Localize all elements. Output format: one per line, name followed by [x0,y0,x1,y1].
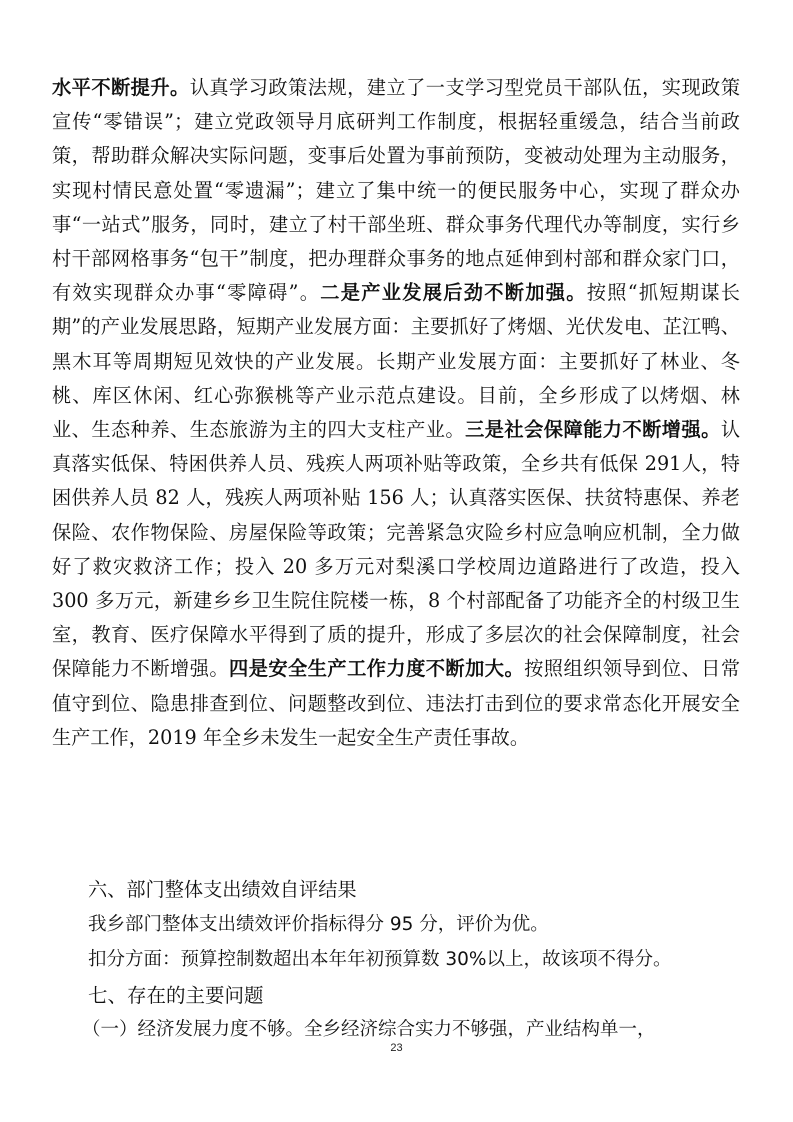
bold-lead-4: 四是安全生产工作力度不断加大。 [229,657,525,681]
bold-lead-2: 二是产业发展后劲不断加强。 [320,281,587,305]
section-6-heading: 六、部门整体支出绩效自评结果 [88,878,357,901]
section-7-heading: 七、存在的主要问题 [88,984,264,1007]
sentence-2: 按照“抓短期谋长期”的产业发展思路，短期产业发展方面：主要抓好了烤烟、光伏发电、芷江鸭、黑木耳等周期短见效快的产业发展。长期产业发展方面：主要抓好了林业、冬桃、库区休闲、红心弥猴桃等产业示范点建设。目前，全乡形成了以烤烟、林业、生态种养、生态旅游为主的四大支柱产业。 [52,281,740,442]
page-number: 23 [390,1042,403,1054]
sentence-4: 按照组织领导到位、日常值守到位、隐患排查到位、问题整改到位、违法打击到位的要求常态化开展安全生产工作，2019 年全乡未发生一起安全生产责任事故。 [52,657,741,749]
bold-lead-3: 三是社会保障能力不断增强。 [465,418,721,442]
section-6-deduction-line: 扣分方面：预算控制数超出本年年初预算数 30%以上，故该项不得分。 [88,949,672,970]
section-6-score-line: 我乡部门整体支出绩效评价指标得分 95 分，评价为优。 [88,914,549,935]
sentence-1: 认真学习政策法规，建立了一支学习型党员干部队伍，实现政策宣传“零错误”；建立党政领导月底研判工作制度，根据轻重缓急，结合当前政策，帮助群众解决实际问题，变事后处置为事前预防，变被动处理为主动服务，实现村情民意处置“零遗漏”；建立了集中统一的便民服务中心，实现了群众办事“一站式”服务，同时，建立了村干部坐班、群众事务代理代办等制度，实行乡村干部网格事务“包干”制度，把办理群众事务的地点延伸到村部和群众家门口，有效实现群众办事“零障碍”。 [52,76,741,305]
sentence-3: 认真落实低保、特困供养人员、残疾人两项补贴等政策，全乡共有低保 291人，特困供养人员 82 人，残疾人两项补贴 156 人；认真落实医保、扶贫特惠保、养老保险、农作物保险、房屋保险等政策；完善紧急灾险乡村应急响应机制，全力做好了救灾救济工作；投入 20 多万元对梨溪口学校周边道路进行了改造，投入 300 多万元，新建乡乡卫生院住院楼一栋，8 个村部配备了功能齐全的村级卫生室，教育、医疗保障水平得到了质的提升，形成了多层次的社会保障制度，社会保障能力不断增强。 [52,418,741,681]
bold-lead-1: 水平不断提升。 [52,76,190,99]
body-paragraph [52,71,740,755]
section-7-first-line: （一）经济发展力度不够。全乡经济综合实力不够强，产业结构单一， [82,1019,656,1040]
